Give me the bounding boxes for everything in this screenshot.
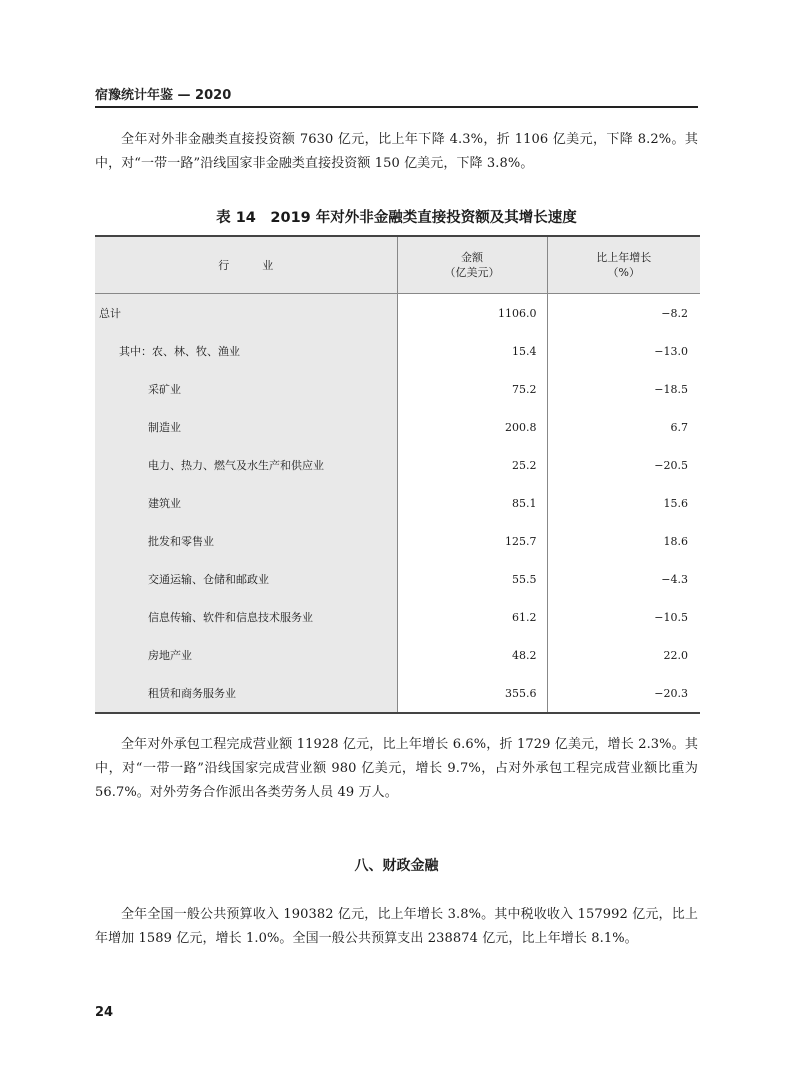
table-row [95,674,700,713]
row-growth: −8.2 [547,294,700,333]
table-header-row [95,236,700,294]
row-amount: 55.5 [397,560,547,598]
row-industry: 总计 [95,294,397,333]
row-growth: −13.0 [547,332,700,370]
row-growth: 22.0 [547,636,700,674]
row-growth: −20.3 [547,674,700,713]
section-heading: 八、财政金融 [354,858,439,874]
header-growth [547,236,700,294]
header-amount [397,236,547,294]
row-industry: 其中：农、林、牧、渔业 [95,332,397,370]
row-industry: 信息传输、软件和信息技术服务业 [95,598,397,636]
header-growth-unit: （%） [607,266,640,279]
row-amount: 85.1 [397,484,547,522]
row-amount: 61.2 [397,598,547,636]
row-industry: 电力、热力、燃气及水生产和供应业 [95,446,397,484]
row-growth: −20.5 [547,446,700,484]
row-growth: 6.7 [547,408,700,446]
row-industry: 交通运输、仓储和邮政业 [95,560,397,598]
table-row [95,636,700,674]
row-growth: −10.5 [547,598,700,636]
row-industry: 制造业 [95,408,397,446]
row-amount: 15.4 [397,332,547,370]
header-growth-label: 比上年增长 [596,251,652,264]
table-row [95,408,700,446]
table-title: 表 14 2019 年对外非金融类直接投资额及其增长速度 [216,210,577,226]
header-amount-label: 金额 [461,251,483,264]
table-row [95,598,700,636]
row-amount: 200.8 [397,408,547,446]
table-row [95,484,700,522]
table-row [95,370,700,408]
table-row [95,560,700,598]
row-industry: 建筑业 [95,484,397,522]
paragraph-investment: 全年对外非金融类直接投资额 7630 亿元，比上年下降 4.3%，折 1106 亿美元，下降 8.2%。其中，对“一带一路”沿线国家非金融类直接投资额 150 亿美元，下降 3.8%。 [95,132,698,171]
header-industry: 行 业 [95,236,397,294]
row-growth: −18.5 [547,370,700,408]
page-number: 24 [95,1005,114,1020]
header-amount-unit: （亿美元） [444,266,500,279]
running-title: 宿豫统计年鉴 — 2020 [95,84,698,108]
table-row [95,446,700,484]
table-row [95,522,700,560]
investment-table [95,235,700,714]
paragraph-contracting: 全年对外承包工程完成营业额 11928 亿元，比上年增长 6.6%，折 1729 亿美元，增长 2.3%。其中，对“一带一路”沿线国家完成营业额 980 亿美元，增长 9.7%，占对外承包工程完成营业额比重为 56.7%。对外劳务合作派出各类劳务人员 49 万人。 [95,737,698,800]
row-growth: 15.6 [547,484,700,522]
row-amount: 48.2 [397,636,547,674]
row-growth: 18.6 [547,522,700,560]
row-industry: 采矿业 [95,370,397,408]
row-amount: 25.2 [397,446,547,484]
table-row [95,294,700,333]
row-amount: 1106.0 [397,294,547,333]
table-row [95,332,700,370]
row-growth: −4.3 [547,560,700,598]
paragraph-fiscal: 全年全国一般公共预算收入 190382 亿元，比上年增长 3.8%。其中税收收入 157992 亿元，比上年增加 1589 亿元，增长 1.0%。全国一般公共预算支出 238874 亿元，比上年增长 8.1%。 [95,907,698,946]
row-amount: 75.2 [397,370,547,408]
row-industry: 批发和零售业 [95,522,397,560]
row-amount: 355.6 [397,674,547,713]
row-industry: 租赁和商务服务业 [95,674,397,713]
row-amount: 125.7 [397,522,547,560]
row-industry: 房地产业 [95,636,397,674]
